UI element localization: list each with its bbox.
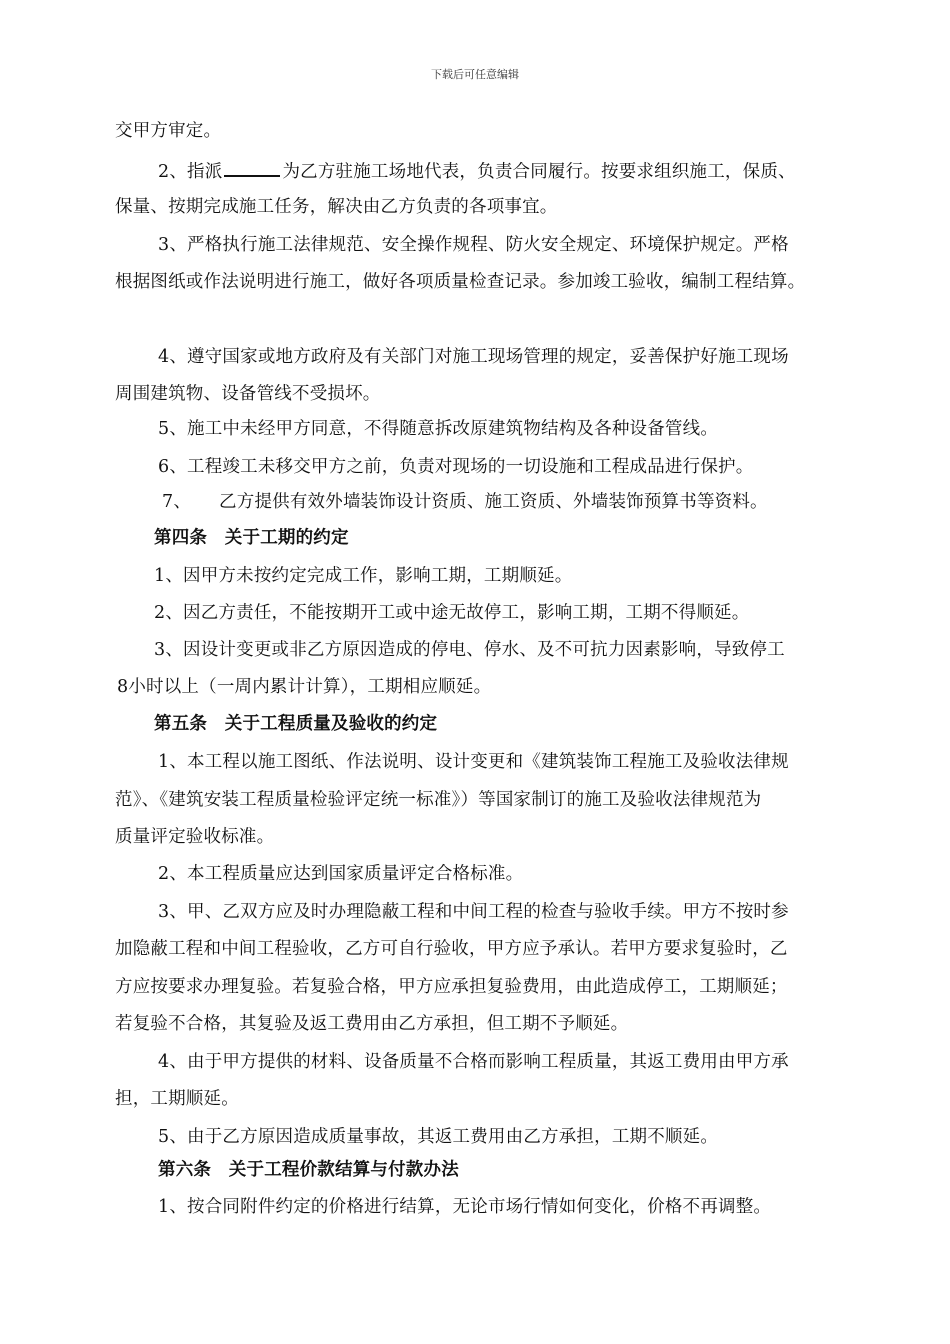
paragraph-line: 保量、按期完成施工任务，解决由乙方负责的各项事宜。: [115, 197, 558, 217]
section-heading: 第五条 关于工程质量及验收的约定: [154, 714, 438, 734]
paragraph-line: 加隐蔽工程和中间工程验收，乙方可自行验收，甲方应予承认。若甲方要求复验时，乙: [115, 939, 788, 959]
paragraph-line: 1、按合同附件约定的价格进行结算，无论市场行情如何变化，价格不再调整。: [158, 1197, 772, 1217]
paragraph-line: 4、由于甲方提供的材料、设备质量不合格而影响工程质量，其返工费用由甲方承: [158, 1052, 789, 1072]
paragraph-line: 4、遵守国家或地方政府及有关部门对施工现场管理的规定，妥善保护好施工现场: [158, 347, 789, 367]
paragraph-line: [158, 157, 796, 184]
item-text: 乙方提供有效外墙装饰设计资质、施工资质、外墙装饰预算书等资料。: [219, 492, 768, 512]
paragraph-line: 担，工期顺延。: [115, 1089, 239, 1109]
blank-underline: [224, 157, 280, 177]
paragraph-line: 2、本工程质量应达到国家质量评定合格标准。: [158, 864, 524, 884]
paragraph-line: 3、因设计变更或非乙方原因造成的停电、停水、及不可抗力因素影响，导致停工: [154, 640, 785, 660]
paragraph-line: 方应按要求办理复验。若复验合格，甲方应承担复验费用，由此造成停工，工期顺延；: [115, 977, 788, 997]
paragraph-line: 6、工程竣工未移交甲方之前，负责对现场的一切设施和工程成品进行保护。: [158, 457, 754, 477]
paragraph-line: [162, 490, 768, 514]
page-header: 下载后可任意编辑: [431, 68, 519, 81]
paragraph-line: 2、因乙方责任，不能按期开工或中途无故停工，影响工期，工期不得顺延。: [154, 603, 750, 623]
paragraph-line: 周围建筑物、设备管线不受损坏。: [115, 384, 381, 404]
paragraph-line: 8小时以上（一周内累计计算），工期相应顺延。: [117, 677, 492, 697]
paragraph-line: 5、施工中未经甲方同意，不得随意拆改原建筑物结构及各种设备管线。: [158, 419, 719, 439]
section-heading: 第六条 关于工程价款结算与付款办法: [158, 1160, 459, 1180]
item-text: 2、指派: [158, 162, 223, 182]
paragraph-line: 1、因甲方未按约定完成工作，影响工期，工期顺延。: [154, 566, 573, 586]
paragraph-line: 1、本工程以施工图纸、作法说明、设计变更和《建筑装饰工程施工及验收法律规: [158, 752, 789, 772]
item-text: 为乙方驻施工场地代表，负责合同履行。按要求组织施工，保质、: [282, 162, 796, 182]
paragraph-line: 根据图纸或作法说明进行施工，做好各项质量检查记录。参加竣工验收，编制工程结算。: [115, 272, 806, 292]
item-number: 7、: [162, 492, 192, 512]
paragraph-line: 3、严格执行施工法律规范、安全操作规程、防火安全规定、环境保护规定。严格: [158, 235, 789, 255]
paragraph-line: 交甲方审定。: [115, 121, 222, 141]
section-heading: 第四条 关于工期的约定: [154, 528, 349, 548]
paragraph-line: 范》、《建筑安装工程质量检验评定统一标准》）等国家制订的施工及验收法律规范为: [115, 790, 762, 810]
paragraph-line: 5、由于乙方原因造成质量事故，其返工费用由乙方承担，工期不顺延。: [158, 1127, 719, 1147]
paragraph-line: 3、甲、乙双方应及时办理隐蔽工程和中间工程的检查与验收手续。甲方不按时参: [158, 902, 789, 922]
paragraph-line: 若复验不合格，其复验及返工费用由乙方承担，但工期不予顺延。: [115, 1014, 629, 1034]
paragraph-line: 质量评定验收标准。: [115, 827, 275, 847]
